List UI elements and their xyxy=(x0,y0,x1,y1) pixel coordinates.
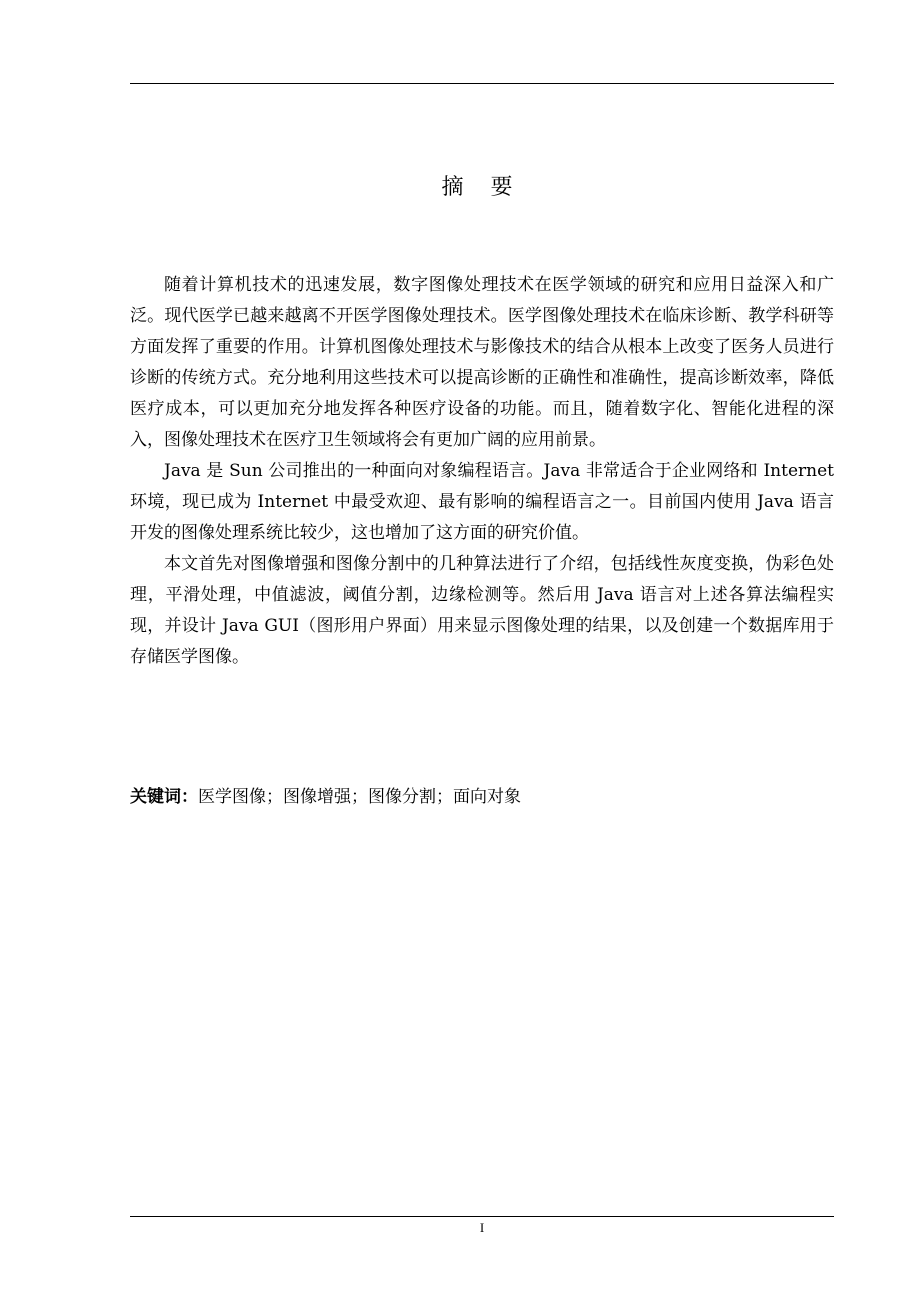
header-rule xyxy=(130,83,834,84)
abstract-paragraph-1: 随着计算机技术的迅速发展，数字图像处理技术在医学领域的研究和应用日益深入和广泛。现代医学已越来越离不开医学图像处理技术。医学图像处理技术在临床诊断、教学科研等方面发挥了重要的作用。计算机图像处理技术与影像技术的结合从根本上改变了医务人员进行诊断的传统方式。充分地利用这些技术可以提高诊断的正确性和准确性，提高诊断效率，降低医疗成本，可以更加充分地发挥各种医疗设备的功能。而且，随着数字化、智能化进程的深入，图像处理技术在医疗卫生领域将会有更加广阔的应用前景。 xyxy=(130,275,834,450)
page-number: I xyxy=(479,1220,485,1235)
keywords-line xyxy=(130,782,834,812)
abstract-body xyxy=(130,270,834,673)
abstract-paragraph-2: Java 是 Sun 公司推出的一种面向对象编程语言。Java 非常适合于企业网络和 Internet 环境，现已成为 Internet 中最受欢迎、最有影响的编程语言之一。目前国内使用 Java 语言开发的图像处理系统比较少，这也增加了这方面的研究价值。 xyxy=(130,461,834,543)
keywords-text: 医学图像；图像增强；图像分割；面向对象 xyxy=(198,787,521,807)
abstract-paragraph-3: 本文首先对图像增强和图像分割中的几种算法进行了介绍，包括线性灰度变换，伪彩色处理，平滑处理，中值滤波，阈值分割，边缘检测等。然后用 Java 语言对上述各算法编程实现，并设计 Java GUI（图形用户界面）用来显示图像处理的结果，以及创建一个数据库用于存储医学图像。 xyxy=(130,554,834,667)
footer-rule xyxy=(130,1216,834,1217)
keywords-label: 关键词： xyxy=(130,787,198,807)
abstract-title: 摘 要 xyxy=(441,175,523,200)
